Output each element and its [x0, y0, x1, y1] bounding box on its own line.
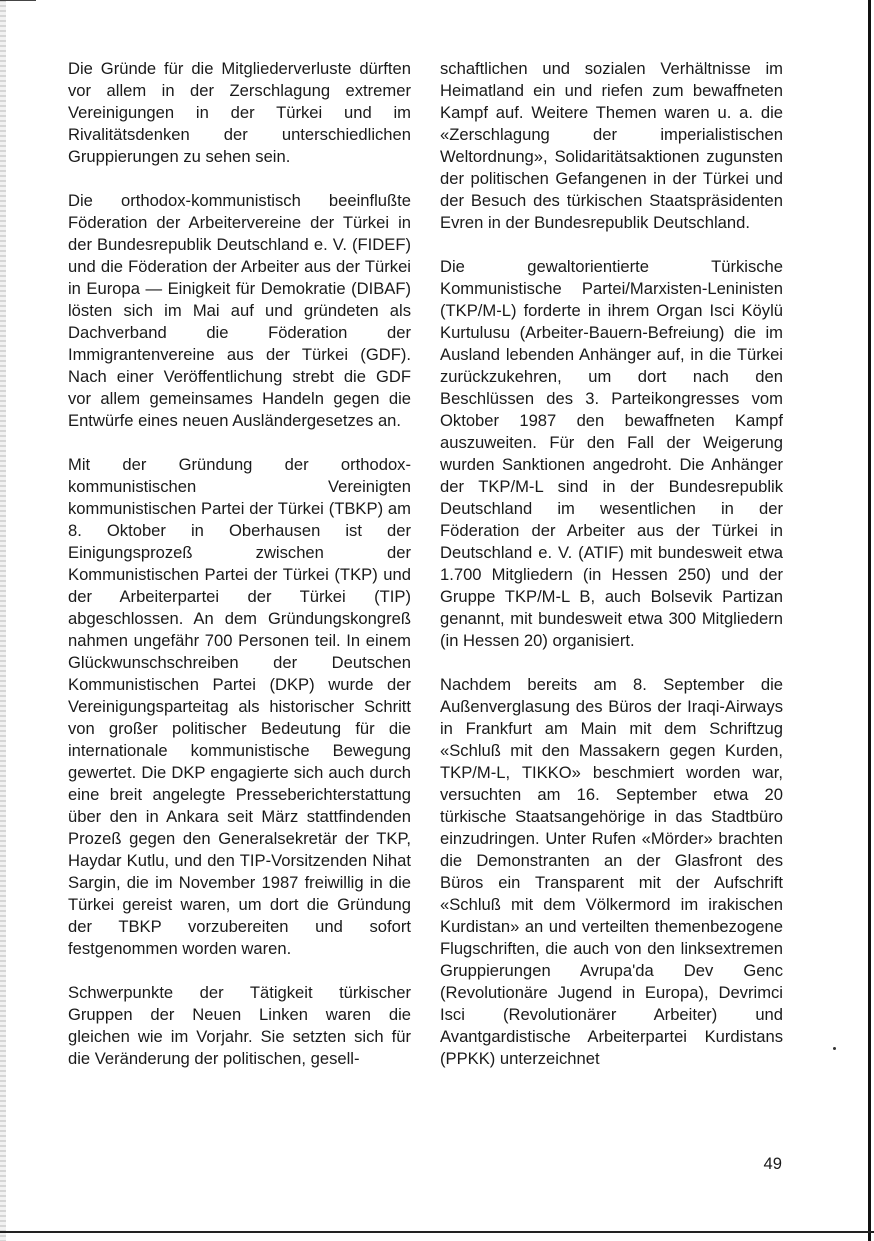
paragraph: Nachdem bereits am 8. September die Außenverglasung des Büros der Iraqi-Airways in Frankfurt am Main mit dem Schriftzug «Schluß mit den Massakern gegen Kurden, TKP/M-L, TIKKO» beschmiert worden war, versuchten am 16. September etwa 20 türkische Staatsangehörige in das Stadtbüro einzudringen. Unter Rufen «Mörder» brachten die Demonstranten an der Glasfront des Büros ein Transparent mit der Aufschrift «Schluß mit dem Völkermord im irakischen Kurdistan» an und verteilten themenbezogene Flugschriften, die auch von den linksextremen Gruppierungen Avrupa'da Dev Genc (Revolutionäre Jugend in Europa), Devrimci Isci (Revolutionärer Arbeiter) und Avantgardistische Arbeiterpartei Kurdistans (PPKK) unterzeichnet — [440, 675, 783, 1068]
scan-speck — [833, 1047, 836, 1050]
paragraph: Die gewaltorientierte Türkische Kommunistische Partei/Marxisten-Leninisten (TKP/M-L) forderte in ihrem Organ Isci Köylü Kurtulusu (Arbeiter-Bauern-Befreiung) die im Ausland lebenden Anhänger auf, in die Türkei zurückzukehren, um dort nach den Beschlüssen des 3. Parteikongresses vom Oktober 1987 den bewaffneten Kampf auszuweiten. Für den Fall der Weigerung wurden Sanktionen angedroht. Die Anhänger der TKP/M-L sind in der Bundesrepublik Deutschland im wesentlichen in der Föderation der Arbeiter aus der Türkei in Deutschland e. V. (ATIF) mit bundesweit etwa 1.700 Mitgliedern (in Hessen 250) und der Gruppe TKP/M-L B, auch Bolsevik Partizan genannt, mit bundesweit etwa 300 Mitgliedern (in Hessen 20) organisiert. — [440, 257, 783, 650]
scan-edge-right — [862, 0, 874, 1241]
paragraph: Die Gründe für die Mitgliederverluste dürften vor allem in der Zerschlagung extremer Vereinigungen in der Türkei und im Rivalitätsdenken der unterschiedlichen Gruppierungen zu sehen sein. — [68, 59, 411, 166]
paragraph: schaftlichen und sozialen Verhältnisse im Heimatland ein und riefen zum bewaffneten Kampf auf. Weitere Themen waren u. a. die «Zerschlagung der imperialistischen Weltordnung», Solidaritätsaktionen zugunsten der politischen Gefangenen in der Türkei und der Besuch des türkischen Staatspräsidenten Evren in der Bundesrepublik Deutschland. — [440, 59, 783, 232]
paragraph: Die orthodox-kommunistisch beeinflußte Föderation der Arbeitervereine der Türkei in der Bundesrepublik Deutschland e. V. (FIDEF) und die Föderation der Arbeiter aus der Türkei in Europa — Einigkeit für Demokratie (DIBAF) lösten sich im Mai auf und gründeten als Dachverband die Föderation der Immigrantenvereine aus der Türkei (GDF). Nach einer Veröffentlichung strebt die GDF vor allem gemeinsames Handeln gegen die Entwürfe eines neuen Ausländergesetzes an. — [68, 191, 411, 430]
paragraph: Mit der Gründung der orthodox-kommunistischen Vereinigten kommunistischen Partei der Türkei (TBKP) am 8. Oktober in Oberhausen ist der Einigungsprozeß zwischen der Kommunistischen Partei der Türkei (TKP) und der Arbeiterpartei der Türkei (TIP) abgeschlossen. An dem Gründungskongreß nahmen ungefähr 700 Personen teil. In einem Glückwunschschreiben der Deutschen Kommunistischen Partei (DKP) wurde der Vereinigungsparteitag als historischer Schritt von großer politischer Bedeutung für die internationale kommunistische Bewegung gewertet. Die DKP engagierte sich auch durch eine breit angelegte Presseberichterstattung über den in Ankara seit März stattfindenden Prozeß gegen den Generalsekretär der TKP, Haydar Kutlu, und den TIP-Vorsitzenden Nihat Sargin, die im November 1987 freiwillig in die Türkei gereist waren, um dort die Gründung der TBKP vorzubereiten und sofort festgenommen worden waren. — [68, 455, 411, 958]
right-text-column — [440, 58, 783, 1092]
scan-corner-mark — [0, 0, 36, 4]
paragraph: Schwerpunkte der Tätigkeit türkischer Gruppen der Neuen Linken waren die gleichen wie im Vorjahr. Sie setzten sich für die Veränderung der politischen, gesell- — [68, 983, 411, 1068]
left-text-column — [68, 58, 411, 1092]
page-number: 49 — [763, 1154, 782, 1173]
scan-edge-bottom — [0, 1231, 874, 1233]
scan-edge-left — [0, 0, 6, 1241]
